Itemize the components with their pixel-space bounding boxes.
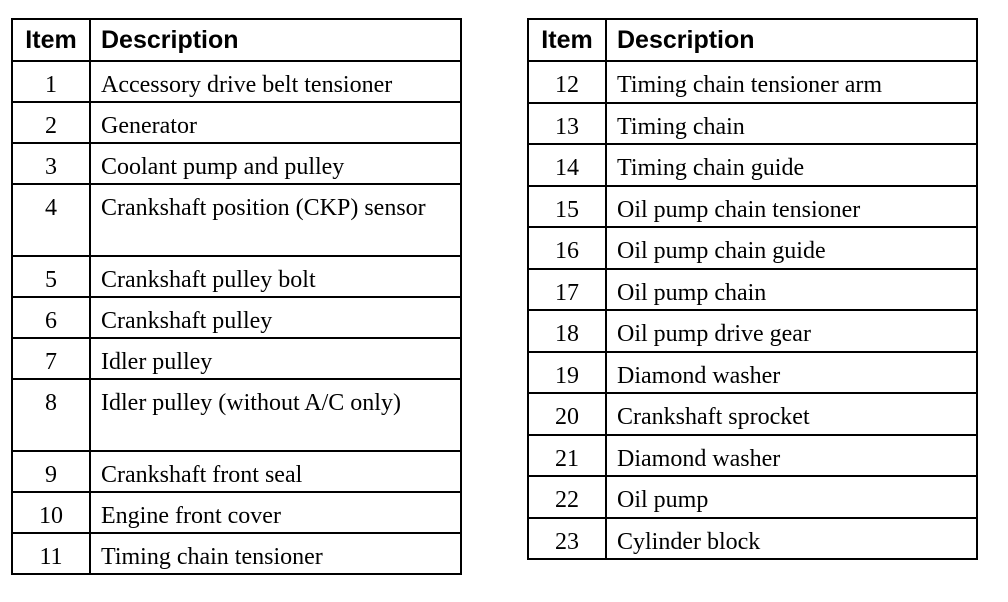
table-row [12, 492, 461, 533]
table-row [528, 61, 977, 103]
description-column-header: Description [90, 19, 461, 61]
table-row [12, 102, 461, 143]
item-number: 2 [12, 102, 90, 143]
table-row [12, 184, 461, 256]
item-description: Cylinder block [606, 518, 977, 560]
table-row [12, 256, 461, 297]
item-number: 8 [12, 379, 90, 451]
table-row [12, 451, 461, 492]
table-row [528, 186, 977, 228]
legend-table-left [11, 18, 462, 575]
table-row [528, 352, 977, 394]
item-description: Oil pump drive gear [606, 310, 977, 352]
item-number: 13 [528, 103, 606, 145]
table-row [528, 310, 977, 352]
header-row [528, 19, 977, 61]
item-number: 22 [528, 476, 606, 518]
item-number: 16 [528, 227, 606, 269]
item-number: 5 [12, 256, 90, 297]
item-description: Idler pulley [90, 338, 461, 379]
item-description: Crankshaft front seal [90, 451, 461, 492]
item-description: Timing chain tensioner arm [606, 61, 977, 103]
item-description: Timing chain [606, 103, 977, 145]
item-description: Oil pump chain tensioner [606, 186, 977, 228]
table-row [528, 518, 977, 560]
table-row [528, 144, 977, 186]
item-description: Coolant pump and pulley [90, 143, 461, 184]
item-number: 3 [12, 143, 90, 184]
item-number: 6 [12, 297, 90, 338]
item-description: Accessory drive belt tensioner [90, 61, 461, 102]
item-number: 18 [528, 310, 606, 352]
item-description: Crankshaft sprocket [606, 393, 977, 435]
table-row [528, 227, 977, 269]
item-number: 20 [528, 393, 606, 435]
item-number: 1 [12, 61, 90, 102]
item-description: Timing chain tensioner [90, 533, 461, 574]
table-row [528, 476, 977, 518]
table-row [12, 379, 461, 451]
item-description: Crankshaft position (CKP) sensor [90, 184, 461, 256]
table-row [12, 143, 461, 184]
table-row [528, 435, 977, 477]
item-description: Crankshaft pulley [90, 297, 461, 338]
table-row [12, 533, 461, 574]
item-description: Generator [90, 102, 461, 143]
item-description: Crankshaft pulley bolt [90, 256, 461, 297]
item-number: 11 [12, 533, 90, 574]
table-row [528, 393, 977, 435]
item-description: Timing chain guide [606, 144, 977, 186]
table-row [528, 103, 977, 145]
description-column-header: Description [606, 19, 977, 61]
item-description: Oil pump chain guide [606, 227, 977, 269]
item-number: 4 [12, 184, 90, 256]
table-row [528, 269, 977, 311]
item-description: Diamond washer [606, 352, 977, 394]
table-row [12, 338, 461, 379]
item-number: 7 [12, 338, 90, 379]
item-column-header: Item [528, 19, 606, 61]
item-description: Oil pump [606, 476, 977, 518]
item-description: Idler pulley (without A/C only) [90, 379, 461, 451]
item-number: 14 [528, 144, 606, 186]
table-row [12, 297, 461, 338]
item-number: 15 [528, 186, 606, 228]
header-row [12, 19, 461, 61]
item-description: Diamond washer [606, 435, 977, 477]
table-row [12, 61, 461, 102]
item-number: 17 [528, 269, 606, 311]
item-number: 12 [528, 61, 606, 103]
item-column-header: Item [12, 19, 90, 61]
legend-table-right [527, 18, 978, 560]
item-number: 21 [528, 435, 606, 477]
item-number: 19 [528, 352, 606, 394]
item-description: Engine front cover [90, 492, 461, 533]
item-number: 10 [12, 492, 90, 533]
item-number: 9 [12, 451, 90, 492]
item-description: Oil pump chain [606, 269, 977, 311]
item-number: 23 [528, 518, 606, 560]
